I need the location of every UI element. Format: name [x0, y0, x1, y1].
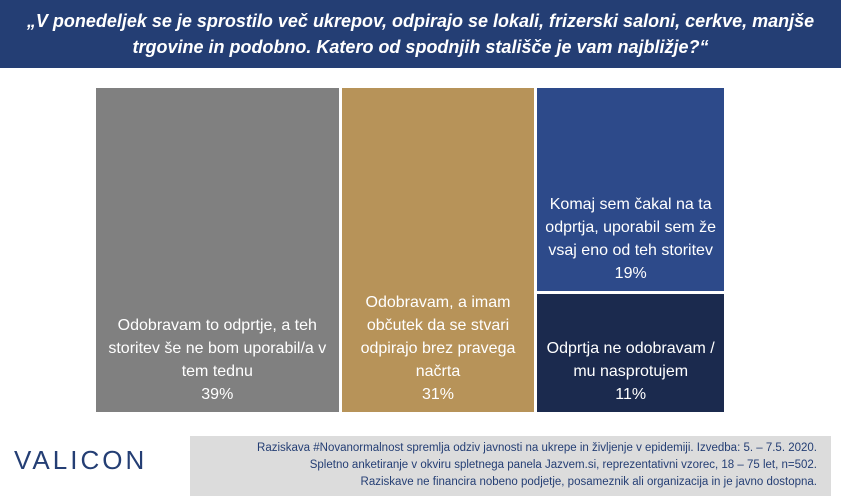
tile-value: 11%: [615, 385, 647, 403]
chart-title: „V ponedeljek se je sprostilo več ukrepov, odpirajo se lokali, frizerski saloni, cerkve, manjše trgovine in podobno. Katero od spodnjih stališče je vam najbližje?“: [0, 0, 841, 68]
footer-note: [190, 436, 831, 496]
tile-approve-not-use: [96, 88, 339, 412]
footer-line: Raziskava #Novanormalnost spremlja odziv javnosti na ukrepe in življenje v epidemiji. Izvedba: 5. – 7.5. 2020.: [257, 442, 817, 454]
tile-label: Odobravam to odprtje, a teh storitev še ne bom uporabil/a v tem tednu: [108, 317, 327, 380]
tile-value: 31%: [421, 386, 454, 403]
tile-oppose: [537, 294, 724, 412]
tile-already-used: [537, 88, 724, 291]
tile-value: 19%: [614, 265, 647, 283]
footer-line: Spletno anketiranje v okviru spletnega panela Jazvem.si, reprezentativni vzorec, 18 – 75 let, n=502.: [309, 459, 817, 471]
treemap-chart: [96, 88, 724, 412]
valicon-logo: VALICON: [14, 444, 148, 475]
tile-label: Odobravam, a imam občutek da se stvari odpirajo brez pravega načrta: [360, 294, 516, 380]
tile-label: Komaj sem čakal na ta odprtja, uporabil sem že vsaj eno od teh storitev: [545, 196, 717, 260]
footer-line: Raziskave ne financira nobeno podjetje, posameznik ali organizacija in je javno dostopna.: [360, 476, 817, 488]
tile-value: 39%: [201, 386, 234, 403]
tile-label: Odprtja ne odobravam / mu nasprotujem: [546, 339, 715, 380]
tile-approve-no-plan: [342, 88, 535, 412]
